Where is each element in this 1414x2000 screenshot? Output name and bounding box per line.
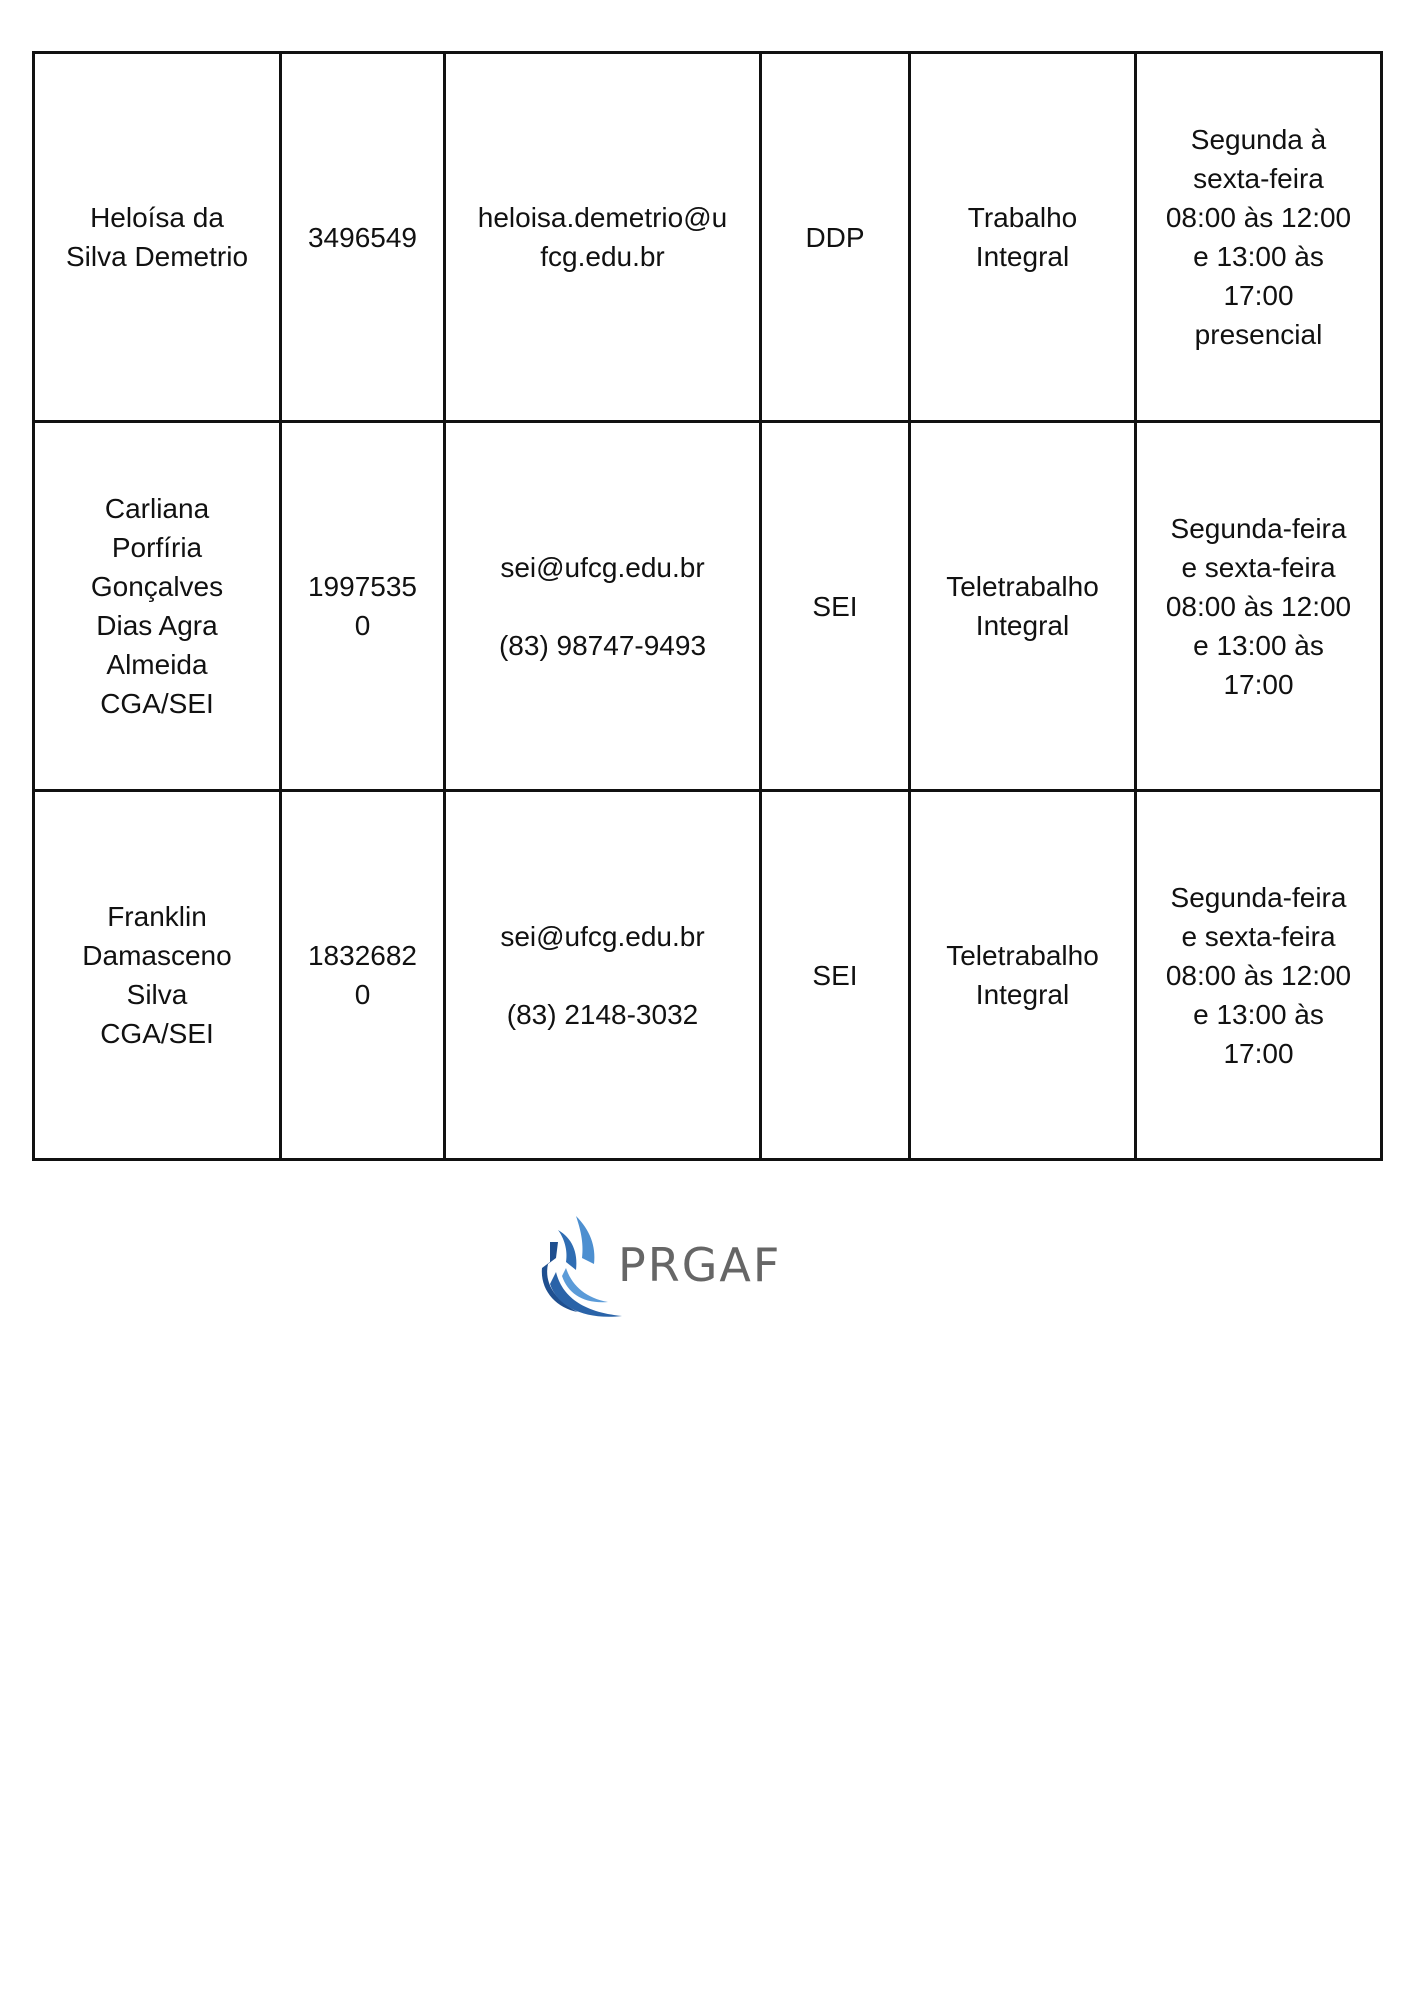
email-text: sei@ufcg.edu.br (500, 551, 705, 583)
prgaf-logo-text: PRGAF (618, 1238, 782, 1292)
name-cell: Carliana Porfíria Gonçalves Dias Agra Almeida CGA/SEI (34, 422, 281, 791)
schedule-cell: Segunda-feira e sexta-feira 08:00 às 12:00 e 13:00 às 17:00 (1136, 791, 1382, 1160)
contact-cell (445, 422, 761, 791)
schedule-cell: Segunda-feira e sexta-feira 08:00 às 12:00 e 13:00 às 17:00 (1136, 422, 1382, 791)
modality-cell: Teletrabalho Integral (910, 791, 1136, 1160)
unit-cell: SEI (761, 422, 910, 791)
modality-cell: Teletrabalho Integral (910, 422, 1136, 791)
schedule-cell: Segunda à sexta-feira 08:00 às 12:00 e 13:00 às 17:00 presencial (1136, 53, 1382, 422)
name-cell: Heloísa da Silva Demetrio (34, 53, 281, 422)
modality-cell: Trabalho Integral (910, 53, 1136, 422)
staff-table (32, 51, 1383, 1161)
phone-text: (83) 98747-9493 (498, 629, 707, 661)
id-cell: 1832682 0 (281, 791, 445, 1160)
contact-cell: heloisa.demetrio@u fcg.edu.br (445, 53, 761, 422)
prgaf-logo-icon (538, 1212, 622, 1322)
prgaf-logo (538, 1212, 782, 1322)
id-cell: 3496549 (281, 53, 445, 422)
phone-text: (83) 2148-3032 (506, 998, 699, 1030)
id-cell: 1997535 0 (281, 422, 445, 791)
email-text: sei@ufcg.edu.br (500, 920, 705, 952)
unit-cell: SEI (761, 791, 910, 1160)
unit-cell: DDP (761, 53, 910, 422)
table-row (34, 53, 1382, 422)
contact-cell (445, 791, 761, 1160)
name-cell: Franklin Damasceno Silva CGA/SEI (34, 791, 281, 1160)
table-row (34, 422, 1382, 791)
table-row (34, 791, 1382, 1160)
